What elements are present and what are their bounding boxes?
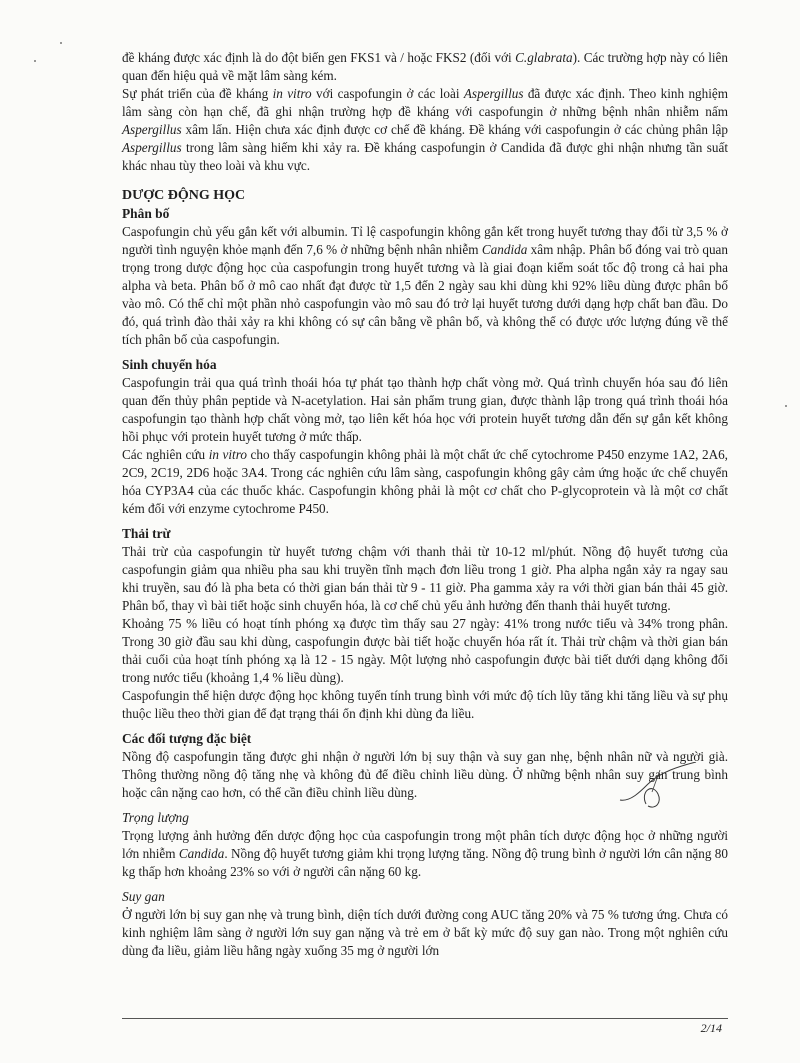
elimination-paragraph-3: Caspofungin thể hiện dược động học không tuyến tính trung bình với mức độ tích lũy tăng khi tăng liều và sự phụ thuộc liều theo thời gian để đạt trạng thái ổn định khi dùng đa liều. <box>122 688 728 721</box>
special-populations-heading: Các đối tượng đặc biệt <box>122 731 252 746</box>
elimination-heading: Thải trừ <box>122 526 171 541</box>
page-number: 2/14 <box>700 1021 722 1035</box>
special-populations-paragraph: Nồng độ caspofungin tăng được ghi nhận ở người lớn bị suy thận và suy gan nhẹ, bệnh nhân nữ và người già. Thông thường nồng độ tăng nhẹ và không đủ để điều chỉnh liều dùng. Ở những bệnh nhân suy gan trung bình hoặc cân nặng cao hơn, có thể cần điều chỉnh liều dùng. <box>122 749 728 800</box>
hepatic-heading: Suy gan <box>122 889 165 904</box>
pk-heading: DƯỢC ĐỘNG HỌC <box>122 188 246 203</box>
pen-annotation-mark <box>600 762 710 812</box>
elimination-paragraph-1: Thải trừ của caspofungin từ huyết tương chậm với thanh thải từ 10-12 ml/phút. Nồng độ huyết tương của caspofungin giảm qua nhiều pha sau khi truyền tĩnh mạch đơn liều trong 1 giờ. Pha alpha ngắn xảy ra ngay sau khi truyền, sau đó là pha beta có thời gian bán thải từ 9 - 11 giờ. Pha gamma xảy ra với thời gian bán thải 45 giờ. Phân bố, thay vì bài tiết hoặc sinh chuyển hóa, là cơ chế chủ yếu ảnh hưởng đến thanh thải huyết tương. <box>122 544 728 613</box>
hepatic-paragraph: Ở người lớn bị suy gan nhẹ và trung bình, diện tích dưới đường cong AUC tăng 20% và 75 % tương ứng. Chưa có kinh nghiệm lâm sàng ở người lớn suy gan nặng và trẻ em ở bất kỳ mức độ suy gan nào. Trong một nghiên cứu dùng đa liều, giảm liều hằng ngày xuống 35 mg ở người lớn <box>122 907 728 958</box>
metabolism-heading: Sinh chuyển hóa <box>122 357 217 372</box>
distribution-paragraph: Caspofungin chủ yếu gắn kết với albumin. Tỉ lệ caspofungin không gắn kết trong huyết tương thay đổi từ 3,5 % ở người tình nguyện khỏe mạnh đến 7,6 % ở những bệnh nhân nhiễm Candida xâm nhập. Phân bố đóng vai trò quan trọng trong dược động học của caspofungin trong huyết tương và là giai đoạn kiểm soát tốc độ trong cả hai pha alpha và beta. Phân bố ở mô cao nhất đạt được từ 1,5 đến 2 ngày sau khi dùng khi 92% liều dùng được phân bố vào mô. Có thể chỉ một phần nhỏ caspofungin vào mô sau đó trở lại huyết tương dưới dạng hợp chất ban đầu. Do đó, quá trình đào thải xảy ra khi không có sự cân bằng về phân bố, và không thể có được ước lượng đúng về thể tích phân bố của caspofungin. <box>122 224 729 347</box>
weight-heading: Trọng lượng <box>122 810 189 825</box>
metabolism-paragraph-2: Các nghiên cứu in vitro cho thấy caspofungin không phải là một chất ức chế cytochrome P450 enzyme 1A2, 2A6, 2C9, 2C19, 2D6 hoặc 3A4. Trong các nghiên cứu lâm sàng, caspofungin không gây cảm ứng hoặc ức chế chuyển hóa CYP3A4 của các thuốc khác. Caspofungin không phải là một cơ chất cho P-glycoprotein và là một cơ chất kém đối với enzyme cytochrome P450. <box>122 447 728 516</box>
distribution-heading: Phân bố <box>122 206 170 221</box>
metabolism-paragraph-1: Caspofungin trải qua quá trình thoái hóa tự phát tạo thành hợp chất vòng mở. Quá trình chuyển hóa sau đó liên quan đến thủy phân peptide và N-acetylation. Hai sản phẩm trung gian, được thành lập trong quá trình thoái hóa caspofungin tạo thành hợp chất vòng mở, tạo liên kết hóa học với protein huyết tương dẫn đến sự gắn kết không hồi phục với protein huyết tương ở mức thấp. <box>122 375 728 444</box>
intro-paragraph-2: Sự phát triển của đề kháng in vitro với caspofungin ở các loài Aspergillus đã được xác định. Theo kinh nghiệm lâm sàng còn hạn chế, đã ghi nhận trường hợp đề kháng với caspofungin ở những bệnh nhân nhiễm nấm Aspergillus xâm lấn. Hiện chưa xác định được cơ chế đề kháng. Đề kháng với caspofungin ở các chủng phân lập Aspergillus trong lâm sàng hiếm khi xảy ra. Đề kháng caspofungin ở Candida đã được ghi nhận nhưng tần suất khác nhau tùy theo loài và khu vực. <box>122 86 728 173</box>
intro-paragraph-1: đề kháng được xác định là do đột biến gen FKS1 và / hoặc FKS2 (đối với C.glabrata). Các trường hợp này có liên quan đến hiệu quả về mặt lâm sàng kém. <box>122 50 729 83</box>
footer-rule <box>122 1018 728 1019</box>
document-page <box>122 49 728 960</box>
elimination-paragraph-2: Khoảng 75 % liều có hoạt tính phóng xạ được tìm thấy sau 27 ngày: 41% trong nước tiểu và 34% trong phân. Trong 30 giờ đầu sau khi dùng, caspofungin được bài tiết hoặc chuyển hóa rất ít. Thải trừ chậm và thời gian bán thải cuối của hoạt tính phóng xạ là 12 - 15 ngày. Một lượng nhỏ caspofungin được bài tiết dưới dạng không đổi trong nước tiểu (khoảng 1,4 % liều dùng). <box>122 616 728 685</box>
weight-paragraph: Trọng lượng ảnh hưởng đến dược động học của caspofungin trong một phân tích dược động học ở những người lớn nhiễm Candida. Nồng độ huyết tương giảm khi trọng lượng tăng. Nồng độ trung bình ở người lớn cân nặng 80 kg thấp hơn khoảng 23% so với ở người cân nặng 60 kg. <box>122 828 728 879</box>
